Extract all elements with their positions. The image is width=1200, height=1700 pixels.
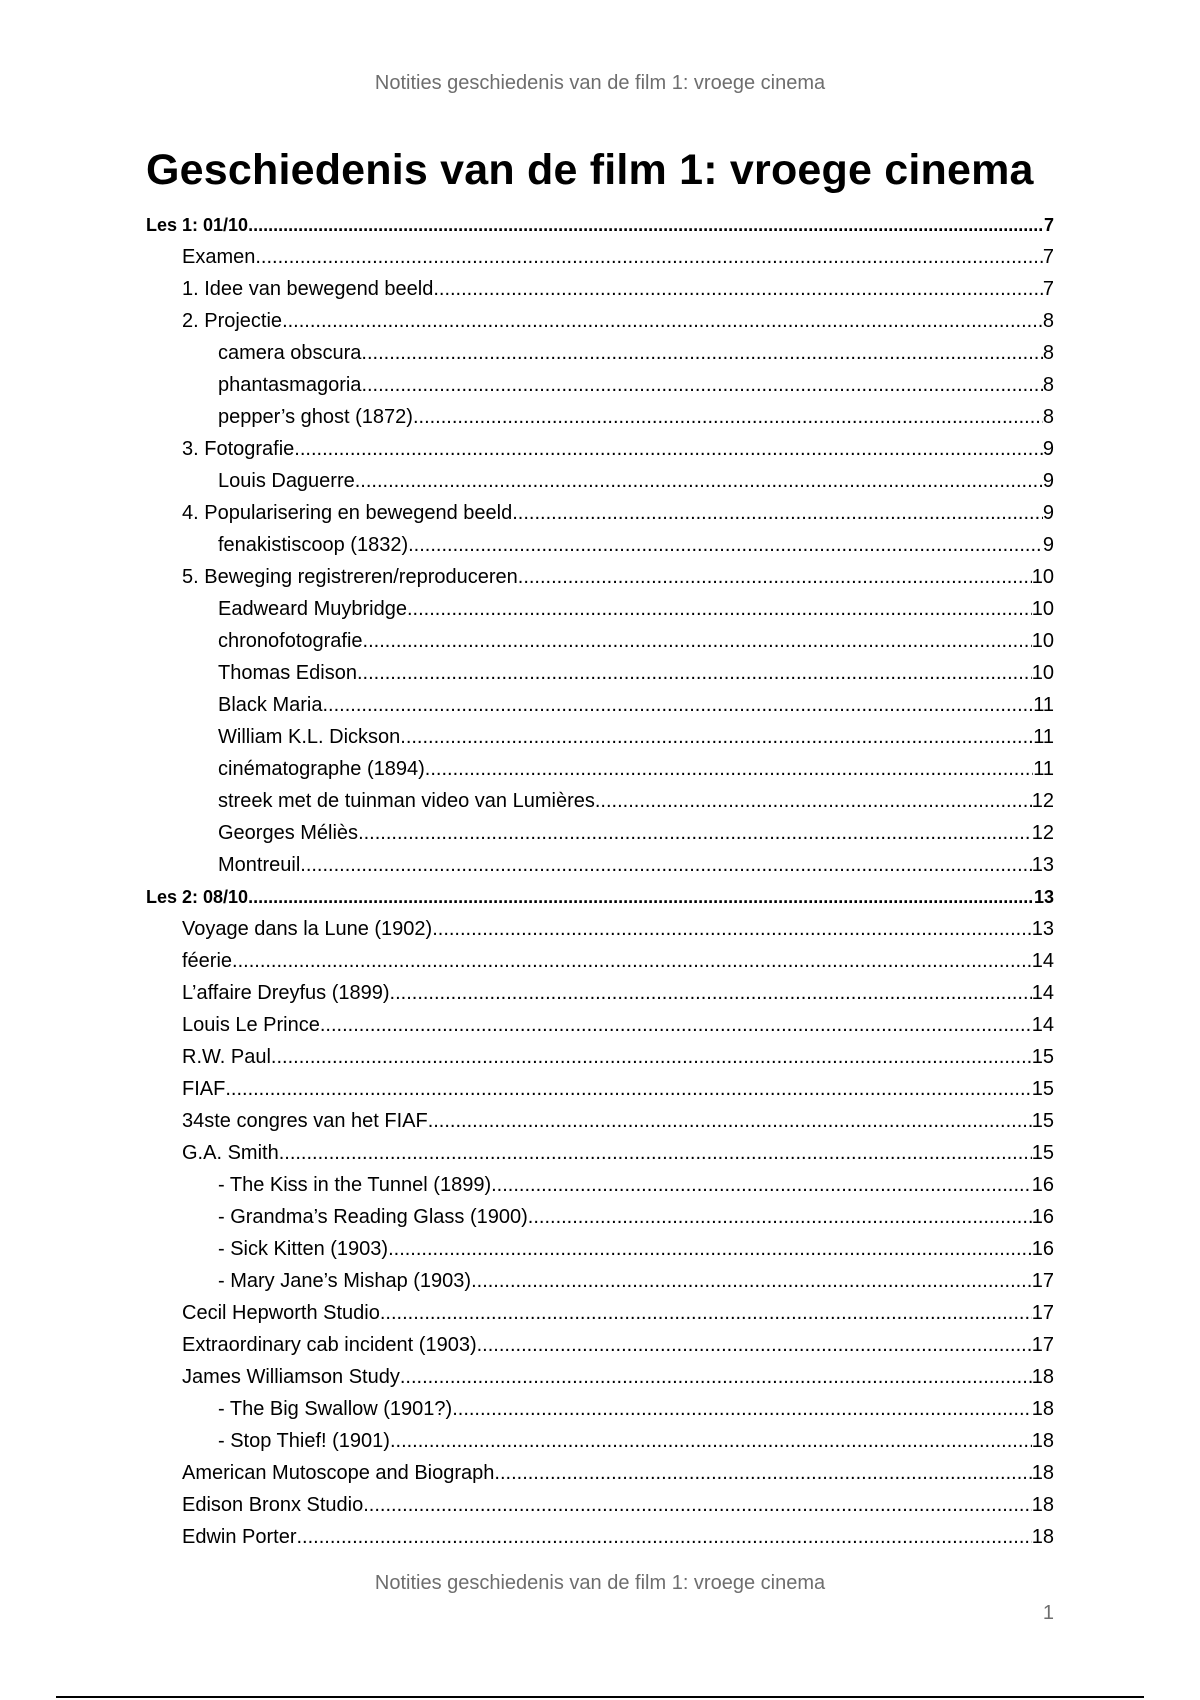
toc-page-number: 11 (1033, 758, 1054, 780)
toc-entry-text: FIAF (182, 1078, 226, 1100)
toc-dot-leader (282, 305, 1043, 337)
document-title: Geschiedenis van de film 1: vroege cinema (146, 146, 1034, 194)
toc-entry[interactable] (146, 1489, 1054, 1521)
toc-entry[interactable] (146, 1169, 1054, 1201)
toc-entry[interactable] (146, 1329, 1054, 1361)
toc-entry[interactable] (146, 433, 1054, 465)
toc-dot-leader (512, 497, 1043, 529)
toc-page-number: 9 (1042, 470, 1054, 492)
toc-section-heading[interactable] (146, 209, 1054, 241)
toc-entry[interactable] (146, 1297, 1054, 1329)
toc-entry[interactable] (146, 465, 1054, 497)
toc-entry[interactable] (146, 529, 1054, 561)
toc-entry-text: - The Kiss in the Tunnel (1899) (218, 1174, 492, 1196)
toc-entry[interactable] (146, 1009, 1054, 1041)
toc-dot-leader (294, 433, 1043, 465)
toc-page-number: 16 (1031, 1238, 1054, 1260)
toc-page-number: 8 (1042, 374, 1054, 396)
toc-entry[interactable] (146, 401, 1054, 433)
toc-page-number: 15 (1031, 1110, 1054, 1132)
toc-page-number: 12 (1031, 822, 1054, 844)
toc-page-number: 7 (1042, 278, 1054, 300)
toc-dot-leader (428, 1105, 1032, 1137)
toc-entry[interactable] (146, 817, 1054, 849)
toc-page-number: 15 (1031, 1142, 1054, 1164)
toc-page-number: 10 (1031, 662, 1054, 684)
toc-entry-text: chronofotografie (218, 630, 363, 652)
toc-dot-leader (322, 689, 1033, 721)
toc-dot-leader (363, 625, 1032, 657)
toc-dot-leader (408, 529, 1043, 561)
toc-page-number: 10 (1031, 630, 1054, 652)
toc-entry-text: féerie (182, 950, 233, 972)
toc-entry[interactable] (146, 593, 1054, 625)
toc-dot-leader (355, 465, 1043, 497)
toc-entry[interactable] (146, 1425, 1054, 1457)
toc-page-number: 17 (1031, 1270, 1054, 1292)
toc-page-number: 14 (1031, 982, 1054, 1004)
toc-entry[interactable] (146, 1265, 1054, 1297)
toc-page-number: 11 (1033, 694, 1054, 716)
toc-dot-leader (320, 1009, 1032, 1041)
toc-entry[interactable] (146, 305, 1054, 337)
toc-entry-text: fenakistiscoop (1832) (218, 534, 409, 556)
page-number: 1 (1042, 1602, 1054, 1624)
toc-dot-leader (471, 1265, 1032, 1297)
toc-page-number: 18 (1031, 1494, 1054, 1516)
toc-dot-leader (390, 977, 1032, 1009)
toc-entry-text: American Mutoscope and Biograph (182, 1462, 495, 1484)
toc-entry[interactable] (146, 625, 1054, 657)
toc-page-number: 7 (1043, 215, 1054, 235)
toc-dot-leader (232, 945, 1032, 977)
toc-entry[interactable] (146, 785, 1054, 817)
toc-entry-text: 5. Beweging registreren/reproduceren (182, 566, 518, 588)
toc-entry[interactable] (146, 497, 1054, 529)
toc-page-number: 14 (1031, 950, 1054, 972)
toc-entry-text: L’affaire Dreyfus (1899) (182, 982, 390, 1004)
toc-entry-text: Extraordinary cab incident (1903) (182, 1334, 477, 1356)
toc-entry[interactable] (146, 561, 1054, 593)
toc-entry-text: Les 2: 08/10 (146, 887, 249, 907)
toc-entry[interactable] (146, 1073, 1054, 1105)
toc-dot-leader (518, 561, 1032, 593)
toc-page-number: 8 (1042, 342, 1054, 364)
toc-dot-leader (400, 721, 1033, 753)
toc-entry-text: Les 1: 01/10 (146, 215, 249, 235)
toc-entry[interactable] (146, 273, 1054, 305)
toc-page-number: 8 (1042, 406, 1054, 428)
toc-entry-text: 2. Projectie (182, 310, 283, 332)
running-header: Notities geschiedenis van de film 1: vroege cinema (374, 72, 826, 94)
toc-entry-text: Voyage dans la Lune (1902) (182, 918, 433, 940)
table-of-contents (146, 209, 1054, 1553)
toc-page-number: 9 (1042, 438, 1054, 460)
toc-dot-leader (432, 913, 1032, 945)
toc-entry-text: camera obscura (218, 342, 362, 364)
toc-entry-text: William K.L. Dickson (218, 726, 401, 748)
toc-page-number: 12 (1031, 790, 1054, 812)
toc-dot-leader (225, 1073, 1031, 1105)
toc-entry-text: 34ste congres van het FIAF (182, 1110, 428, 1132)
toc-entry-text: - Mary Jane’s Mishap (1903) (218, 1270, 472, 1292)
toc-entry[interactable] (146, 977, 1054, 1009)
toc-entry[interactable] (146, 1521, 1054, 1553)
toc-entry-text: Eadweard Muybridge (218, 598, 407, 620)
toc-entry-text: Louis Le Prince (182, 1014, 320, 1036)
toc-entry-text: - Grandma’s Reading Glass (1900) (218, 1206, 528, 1228)
toc-page-number: 18 (1031, 1430, 1054, 1452)
toc-entry-text: Cecil Hepworth Studio (182, 1302, 380, 1324)
toc-entry-text: phantasmagoria (218, 374, 362, 396)
toc-entry-text: 1. Idee van bewegend beeld (182, 278, 434, 300)
page-edge-line (56, 1696, 1144, 1698)
toc-entry-text: R.W. Paul (182, 1046, 271, 1068)
toc-entry[interactable] (146, 849, 1054, 881)
toc-entry-text: Louis Daguerre (218, 470, 355, 492)
toc-dot-leader (433, 273, 1043, 305)
toc-page-number: 15 (1031, 1046, 1054, 1068)
toc-page-number: 17 (1031, 1302, 1054, 1324)
toc-page-number: 13 (1033, 887, 1054, 907)
toc-entry[interactable] (146, 369, 1054, 401)
toc-entry-text: Edison Bronx Studio (182, 1494, 364, 1516)
toc-dot-leader (279, 1137, 1032, 1169)
toc-page-number: 16 (1031, 1206, 1054, 1228)
toc-page-number: 17 (1031, 1334, 1054, 1356)
toc-entry[interactable] (146, 1233, 1054, 1265)
toc-entry-text: Examen (182, 246, 256, 268)
toc-dot-leader (407, 593, 1032, 625)
toc-entry-text: cinématographe (1894) (218, 758, 425, 780)
toc-entry-text: - The Big Swallow (1901?) (218, 1398, 453, 1420)
toc-entry[interactable] (146, 1201, 1054, 1233)
toc-page-number: 13 (1031, 854, 1054, 876)
toc-entry[interactable] (146, 1361, 1054, 1393)
toc-entry-text: - Sick Kitten (1903) (218, 1238, 389, 1260)
toc-section-heading[interactable] (146, 881, 1054, 913)
toc-page-number: 13 (1031, 918, 1054, 940)
toc-page-number: 18 (1031, 1398, 1054, 1420)
toc-dot-leader (390, 1425, 1032, 1457)
toc-page-number: 14 (1031, 1014, 1054, 1036)
toc-entry[interactable] (146, 1105, 1054, 1137)
toc-page-number: 16 (1031, 1174, 1054, 1196)
toc-entry-text: 3. Fotografie (182, 438, 295, 460)
toc-page-number: 9 (1042, 534, 1054, 556)
toc-dot-leader (361, 369, 1042, 401)
toc-entry[interactable] (146, 241, 1054, 273)
toc-dot-leader (477, 1329, 1032, 1361)
toc-dot-leader (297, 1521, 1032, 1553)
toc-entry-text: pepper’s ghost (1872) (218, 406, 413, 428)
toc-entry[interactable] (146, 913, 1054, 945)
toc-dot-leader (452, 1393, 1032, 1425)
running-footer: Notities geschiedenis van de film 1: vroege cinema (374, 1572, 826, 1594)
toc-dot-leader (413, 401, 1043, 433)
toc-entry-text: Georges Méliès (218, 822, 359, 844)
toc-page-number: 15 (1031, 1078, 1054, 1100)
toc-page-number: 10 (1031, 598, 1054, 620)
toc-dot-leader (494, 1457, 1031, 1489)
toc-dot-leader (491, 1169, 1032, 1201)
toc-dot-leader (363, 1489, 1032, 1521)
toc-entry[interactable] (146, 1393, 1054, 1425)
toc-dot-leader (271, 1041, 1032, 1073)
toc-dot-leader (361, 337, 1042, 369)
toc-entry[interactable] (146, 1457, 1054, 1489)
toc-page-number: 7 (1042, 246, 1054, 268)
toc-dot-leader (248, 881, 1034, 913)
toc-dot-leader (400, 1361, 1032, 1393)
toc-entry-text: Thomas Edison (218, 662, 357, 684)
toc-page-number: 18 (1031, 1366, 1054, 1388)
toc-entry-text: G.A. Smith (182, 1142, 279, 1164)
toc-entry[interactable] (146, 1041, 1054, 1073)
toc-entry[interactable] (146, 753, 1054, 785)
toc-dot-leader (380, 1297, 1032, 1329)
toc-entry[interactable] (146, 945, 1054, 977)
toc-page-number: 10 (1031, 566, 1054, 588)
toc-page-number: 8 (1042, 310, 1054, 332)
toc-dot-leader (357, 657, 1032, 689)
toc-entry-text: James Williamson Study (182, 1366, 400, 1388)
toc-dot-leader (358, 817, 1032, 849)
toc-entry[interactable] (146, 1137, 1054, 1169)
toc-entry-text: Black Maria (218, 694, 323, 716)
toc-dot-leader (248, 209, 1044, 241)
toc-dot-leader (255, 241, 1043, 273)
toc-dot-leader (595, 785, 1032, 817)
toc-entry-text: Montreuil (218, 854, 301, 876)
toc-page-number: 18 (1031, 1462, 1054, 1484)
toc-entry[interactable] (146, 337, 1054, 369)
toc-entry-text: streek met de tuinman video van Lumières (218, 790, 595, 812)
toc-entry-text: - Stop Thief! (1901) (218, 1430, 390, 1452)
toc-entry[interactable] (146, 657, 1054, 689)
toc-entry[interactable] (146, 721, 1054, 753)
toc-dot-leader (425, 753, 1033, 785)
toc-entry[interactable] (146, 689, 1054, 721)
toc-entry-text: Edwin Porter (182, 1526, 297, 1548)
toc-dot-leader (388, 1233, 1032, 1265)
toc-entry-text: 4. Popularisering en bewegend beeld (182, 502, 513, 524)
toc-page-number: 9 (1042, 502, 1054, 524)
toc-page-number: 11 (1033, 726, 1054, 748)
toc-dot-leader (300, 849, 1031, 881)
toc-dot-leader (528, 1201, 1032, 1233)
toc-page-number: 18 (1031, 1526, 1054, 1548)
